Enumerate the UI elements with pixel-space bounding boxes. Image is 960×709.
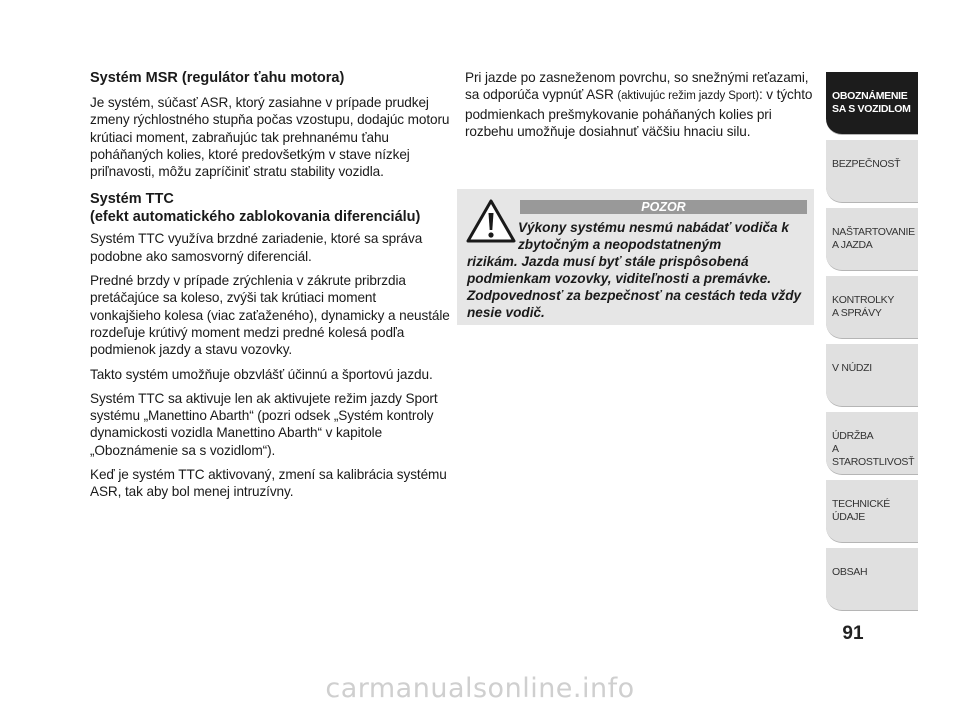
chapter-tab-label: BEZPEČNOSŤ xyxy=(832,158,901,170)
page-number: 91 xyxy=(842,623,864,644)
ttc-heading-line2: (efekt automatického zablokovania diferenciálu) xyxy=(90,209,421,226)
warning-label: POZOR xyxy=(641,200,686,214)
chapter-tab-label: NAŠTARTOVANIE A JAZDA xyxy=(832,226,915,251)
warning-text-first: Výkony systému nesmú nabádať vodiča k zbytočným a neopodstatneným xyxy=(518,220,789,252)
ttc-paragraph-4: Systém TTC sa aktivuje len ak aktivujete režim jazdy Sport systému „Manettino Abarth“ (pozri odsek „Systém kontroly dynamickosti vozidla Manettino Abarth“ v kapitole „Oboznámenie sa s vozidlom“). xyxy=(90,390,438,458)
snow-text-b: : v týchto podmienkach prešmykovanie poháňaných kolies pri rozbehu umožňuje dosiahnuť väčšiu hnaciu silu. xyxy=(465,87,813,139)
warning-text-rest: rizikám. Jazda musí byť stále prispôsobená podmienkam vozovky, viditeľnosti a premávke. Zodpovednosť za bezpečnosť na cestách teda vždy nesie vodič. xyxy=(467,254,802,320)
chapter-tab-3[interactable] xyxy=(826,208,918,271)
ttc-heading xyxy=(90,190,450,226)
chapter-tab-1[interactable] xyxy=(826,72,918,135)
snow-paragraph xyxy=(465,69,815,140)
chapter-tab-2[interactable] xyxy=(826,140,918,203)
chapter-tab-label: OBSAH xyxy=(832,566,868,578)
left-column xyxy=(90,69,450,508)
chapter-tab-7[interactable] xyxy=(826,480,918,543)
msr-paragraph: Je systém, súčasť ASR, ktorý zasiahne v prípade prudkej zmeny rýchlostného stupňa počas vzostupu, dodajúc motoru krútiaci moment, zabraňujúc tak prehnanému ťahu poháňaných kolies, ktoré predovšetkým v stave nízkej priľnavosti, môžu zapríčiniť stratu stability vozidla. xyxy=(90,95,450,180)
chapter-tab-5[interactable] xyxy=(826,344,918,407)
warning-box xyxy=(457,189,814,325)
chapter-tab-6[interactable] xyxy=(826,412,918,475)
chapter-tab-label: ÚDRŽBA A STAROSTLIVOSŤ xyxy=(832,430,915,468)
chapter-tab-label: KONTROLKY A SPRÁVY xyxy=(832,294,895,319)
chapter-tab-4[interactable] xyxy=(826,276,918,339)
ttc-paragraph-1: Systém TTC využíva brzdné zariadenie, ktoré sa správa podobne ako samosvorný diferenciál. xyxy=(90,231,423,264)
chapter-tab-label: V NÚDZI xyxy=(832,362,872,374)
msr-heading: Systém MSR (regulátor ťahu motora) xyxy=(90,70,345,86)
chapter-tab-8[interactable] xyxy=(826,548,918,611)
right-column xyxy=(465,69,815,147)
chapter-tabs xyxy=(826,72,918,616)
warning-text xyxy=(467,219,807,321)
ttc-paragraph-2: Predné brzdy v prípade zrýchlenia v zákrute pribrzdia pretáčajúce sa koleso, zvýši tak krútiaci moment vonkajšieho kolesa (viac zaťaženého), dynamicky a neustále rozdeľuje krútivý moment medzi predné kolesá podľa podmienok jazdy a stavu vozovky. xyxy=(90,273,450,358)
chapter-tab-label: OBOZNÁMENIE SA S VOZIDLOM xyxy=(832,90,911,115)
snow-text-a: Pri jazde po zasneženom povrchu, so snežnými reťazami, sa odporúča vypnúť ASR xyxy=(465,70,809,103)
ttc-heading-line1: Systém TTC xyxy=(90,191,174,208)
ttc-paragraph-5: Keď je systém TTC aktivovaný, zmení sa kalibrácia systému ASR, tak aby bol menej intruzívny. xyxy=(90,467,447,500)
snow-text-small: (aktivujúc režim jazdy Sport) xyxy=(617,90,759,103)
watermark: carmanualsonline.info xyxy=(325,673,635,704)
ttc-paragraph-3: Takto systém umožňuje obzvlášť účinnú a športovú jazdu. xyxy=(90,366,433,382)
chapter-tab-label: TECHNICKÉ ÚDAJE xyxy=(832,498,890,523)
